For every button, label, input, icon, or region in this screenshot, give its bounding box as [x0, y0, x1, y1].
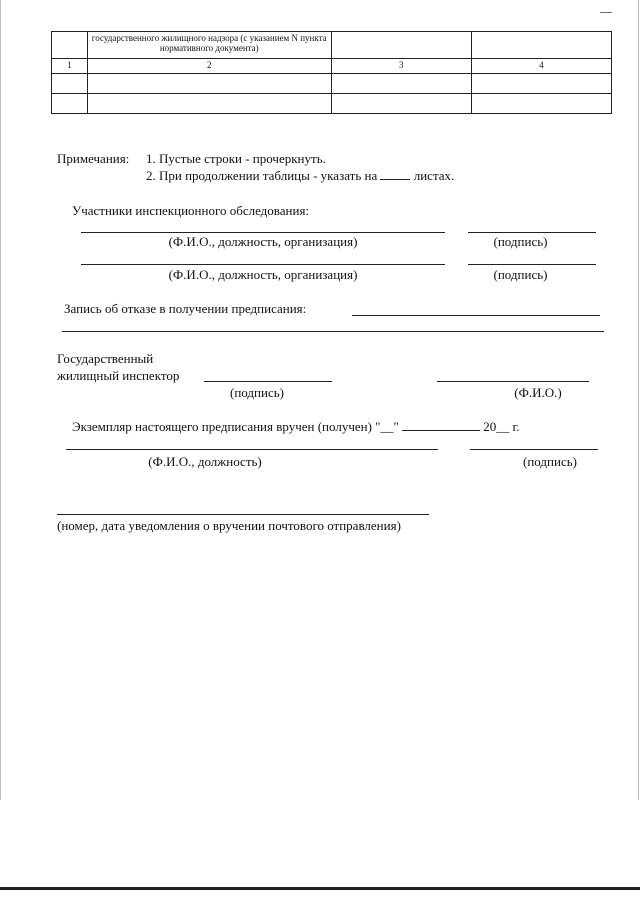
participant-signature-line [468, 232, 596, 233]
delivery-text [72, 419, 520, 434]
participant-name-line [81, 264, 445, 265]
table-cell [471, 32, 611, 59]
table-cell [52, 74, 88, 94]
delivery-name-line [66, 449, 438, 450]
inspector-sign-caption: (подпись) [230, 385, 284, 400]
note-2-text: 2. При продолжении таблицы - указать на [146, 168, 378, 183]
table-number-row [52, 59, 612, 74]
inspector-name-line [437, 381, 589, 382]
delivery-statement: Экземпляр настоящего предписания вручен (получен) "__" [72, 419, 399, 434]
table-row [52, 94, 612, 114]
notification-caption: (номер, дата уведомления о вручении почтового отправления) [57, 518, 401, 533]
scan-right-edge [638, 0, 639, 800]
table-cell [331, 94, 471, 114]
delivery-year: 20__ [483, 419, 510, 434]
participant-name-line [81, 232, 445, 233]
table-header-col2: государственного жилищного надзора (с указанием N пункта нормативного документа) [91, 33, 327, 53]
note-2-suffix: листах. [413, 168, 455, 183]
table-row [52, 74, 612, 94]
inspector-title-2: жилищный инспектор [57, 368, 180, 383]
participant-sign-caption: (подпись) [493, 234, 548, 249]
delivery-sign-caption: (подпись) [523, 454, 577, 469]
table-cell [52, 32, 88, 59]
table-cell [87, 59, 331, 74]
table-cell [471, 59, 611, 74]
table-cell [331, 32, 471, 59]
notes-label: Примечания: [57, 151, 130, 166]
note-2 [146, 168, 454, 183]
table-cell [471, 94, 611, 114]
col-number: 3 [399, 60, 404, 70]
refusal-line-2 [62, 331, 604, 332]
col-number: 4 [539, 60, 544, 70]
scan-top-mark [600, 12, 612, 13]
delivery-name-caption: (Ф.И.О., должность) [148, 454, 262, 469]
table-header-row [52, 32, 612, 59]
delivery-month-blank [402, 420, 480, 431]
delivery-year-suffix: г. [512, 419, 520, 434]
col-number: 2 [206, 60, 212, 70]
table-cell [87, 94, 331, 114]
col-number: 1 [67, 60, 72, 70]
participant-sign-caption: (подпись) [493, 267, 548, 282]
table-cell [52, 59, 88, 74]
inspector-title-1: Государственный [57, 351, 154, 366]
table-cell [471, 74, 611, 94]
table-cell [331, 74, 471, 94]
refusal-line [352, 315, 600, 316]
table-cell [52, 94, 88, 114]
participant-signature-line [468, 264, 596, 265]
inspector-signature-line [204, 381, 332, 382]
scan-bottom-border [0, 887, 640, 890]
inspection-table [51, 31, 612, 114]
table-cell [87, 74, 331, 94]
participants-heading: Участники инспекционного обследования: [72, 203, 310, 218]
delivery-signature-line [470, 449, 598, 450]
participant-caption: (Ф.И.О., должность, организация) [168, 267, 358, 282]
participant-caption: (Ф.И.О., должность, организация) [168, 234, 358, 249]
table-cell [331, 59, 471, 74]
sheets-blank [380, 169, 410, 180]
table-cell [87, 32, 331, 59]
note-1: 1. Пустые строки - прочеркнуть. [146, 151, 326, 166]
notification-line [57, 514, 429, 515]
inspector-name-caption: (Ф.И.О.) [514, 385, 562, 400]
scan-left-edge [0, 0, 1, 800]
refusal-label: Запись об отказе в получении предписания: [64, 301, 307, 316]
